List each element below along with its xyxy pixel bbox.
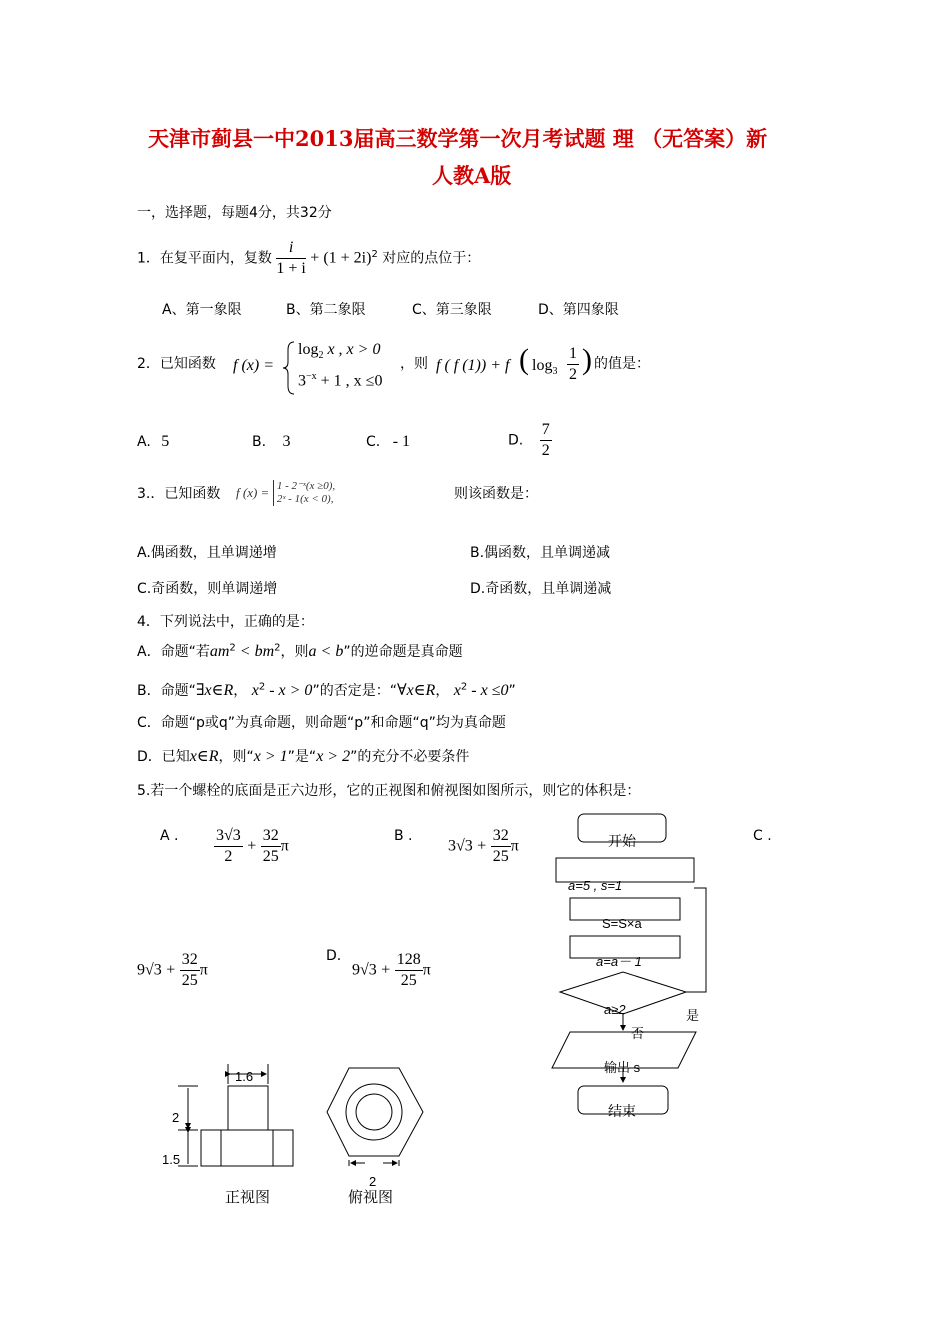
page-title-line1: 天津市蓟县一中2013届高三数学第一次月考试题 理 （无答案）新 (148, 126, 768, 151)
q5-option-a: $\frac{3√3}{2}$ + $\frac{32}{25}$ π (216, 827, 289, 865)
q5-option-c: 9√3 + $\frac{32}{25}$ π (137, 951, 208, 989)
q2-paren-left: ( (519, 343, 529, 376)
q5-option-d-label: D. (326, 948, 342, 964)
flow-step2-text: a=a－ 1 (596, 954, 642, 969)
q4-option-b: B．命题“∃x∈R， $x^2 - x > 0$”的否定是：“∀x∈R， $x^2 - x \le 0$” (137, 681, 516, 699)
dim-1-6: 1.6 (235, 1069, 254, 1084)
question-1: 1．在复平面内，复数 $\frac{i}{1 + i}$ + $(1 + 2i)^2$ 对应的点位于： (137, 239, 481, 277)
q4-stem: 4．下列说法中，正确的是： (137, 614, 314, 630)
q4-option-d: D．已知x∈R，则“x > 1”是“x > 2”的充分不必要条件 (137, 748, 470, 765)
q3-stem-pre: 3.．已知函数 (137, 486, 221, 502)
q3-stem-post: 则该函数是： (454, 486, 538, 502)
q2-stem-post: 的值是： (594, 356, 650, 372)
q5-option-b-label: B . (394, 828, 413, 844)
q2-mid: ，则 (400, 356, 428, 372)
flow-output-text: 输出 s (604, 1060, 641, 1075)
q5-option-a-label: A . (160, 828, 179, 844)
q3-option-d: D.奇函数，且单调递减 (470, 581, 612, 597)
front-view-label: 正视图 (225, 1190, 271, 1206)
q1-stem-post: 对应的点位于： (382, 250, 481, 267)
flow-end-text: 结束 (608, 1103, 636, 1119)
q5-stem: 5.若一个螺栓的底面是正六边形，它的正视图和俯视图如图所示，则它的体积是： (137, 783, 641, 799)
dim-bottom-2: 2 (369, 1174, 377, 1189)
q1-stem-pre: 1．在复平面内，复数 (137, 250, 272, 267)
q1-option-c: C、第三象限 (412, 302, 492, 318)
q2-option-d: D. $\frac{7}{2}$ (508, 421, 550, 459)
flow-cond-text: a≥2 (604, 1002, 626, 1017)
q1-fraction: $\frac{i}{1 + i}$ (276, 239, 306, 277)
q2-half: $\frac{1}{2}$ (569, 345, 577, 383)
dim-1-5: 1.5 (162, 1152, 181, 1167)
q2-option-a: A. 5 (137, 433, 170, 450)
q2-stem-pre: 2．已知函数 (137, 356, 216, 372)
flow-loop-line (686, 888, 706, 992)
q4-option-c: C．命题“p或q”为真命题，则命题“p”和命题“q”均为真命题 (137, 715, 506, 731)
q3-option-a: A.偶函数，且单调递增 (137, 545, 277, 561)
q2-case2: $3^{-x} + 1$ , x ≤0 (298, 371, 383, 390)
flow-step1-text: S=S×a (602, 916, 642, 931)
q2-option-b: B. 3 (252, 433, 291, 450)
top-view-figure (325, 1060, 425, 1194)
q2-expr: f ( f (1)) + f (436, 357, 510, 374)
q1-option-d: D、第四象限 (538, 302, 619, 318)
q1-option-b: B、第二象限 (286, 302, 366, 318)
q5-option-d: 9√3 + $\frac{128}{25}$ π (352, 951, 431, 989)
flowchart (548, 810, 718, 1122)
flow-start-text: 开始 (608, 833, 636, 849)
q4-option-a: A．命题“若$am^2 < bm^2$，则a < b”的逆命题是真命题 (137, 642, 463, 660)
q2-fx: f (x) = (233, 357, 274, 374)
page-title-line2: 人教A版 (432, 163, 512, 188)
q3-function: f (x) = 1 - 2⁻ˣ(x ≥0), 2ˣ - 1(x < 0), (236, 480, 336, 505)
front-view-figure (158, 1058, 308, 1178)
q1-expr: + (1 + 2i) (310, 249, 372, 267)
flow-no-text: 否 (631, 1026, 645, 1041)
q2-option-c: C. - 1 (366, 433, 411, 450)
dim-2: 2 (172, 1110, 180, 1125)
flow-init-text: a=5 , s=1 (568, 878, 623, 893)
q1-option-a: A、第一象限 (162, 302, 242, 318)
q2-log3: $\log_3$ (532, 357, 558, 378)
q2-brace (282, 340, 296, 396)
flow-yes-text: 是 (686, 1008, 700, 1023)
q2-case1: $\log_2 x$ , x > 0 (298, 341, 381, 362)
q3-option-b: B.偶函数，且单调递减 (470, 545, 611, 561)
q5-option-c-label: C . (753, 828, 772, 844)
q2-paren-right: ) (582, 343, 592, 376)
top-view-label: 俯视图 (348, 1190, 394, 1206)
q5-option-b: 3√3 + $\frac{32}{25}$ π (448, 827, 519, 865)
q3-option-c: C.奇函数，则单调递增 (137, 581, 278, 597)
section-heading: 一，选择题，每题4分，共32分 (137, 205, 332, 221)
